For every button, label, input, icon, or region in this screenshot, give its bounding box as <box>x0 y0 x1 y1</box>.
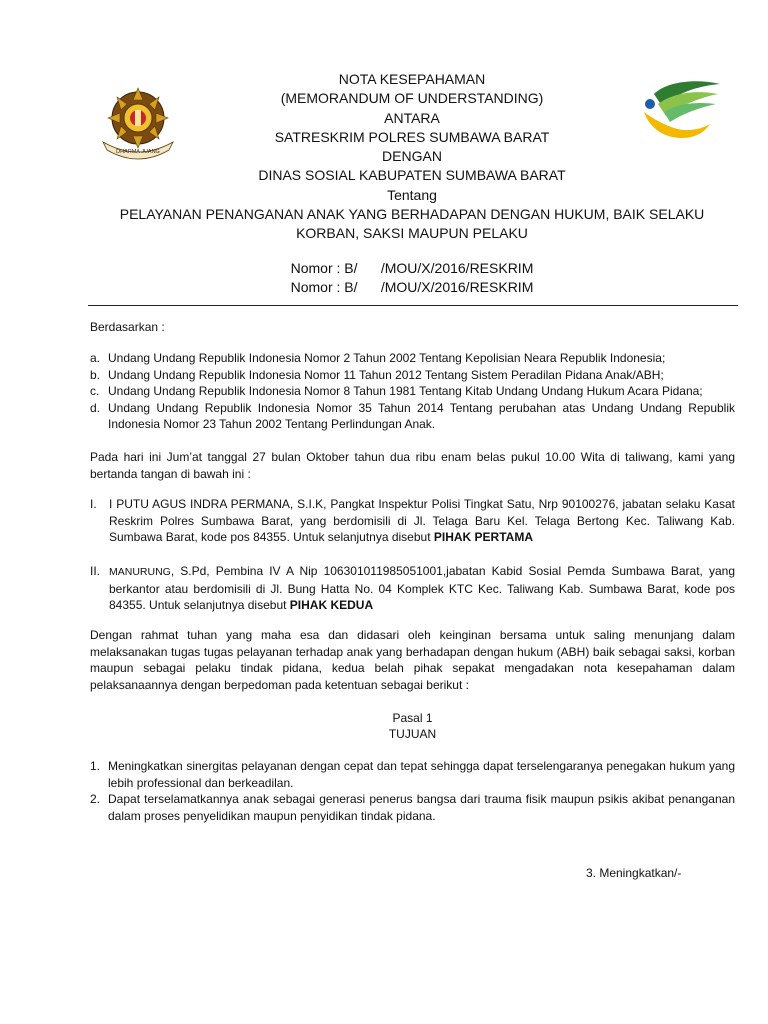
list-item <box>90 400 735 433</box>
title-line: NOTA KESEPAHAMAN <box>338 71 486 87</box>
continuation-note: 3. Meningkatkan/- <box>586 866 682 880</box>
list-marker: c. <box>90 384 100 398</box>
list-item <box>90 350 735 367</box>
document-number: Nomor : B/ /MOU/X/2016/RESKRIM <box>290 260 534 276</box>
title-line: DENGAN <box>382 148 442 165</box>
agreement-paragraph: Dengan rahmat tuhan yang maha esa dan didasari oleh keinginan bersama untuk saling menunjang dalam melaksanakan tugas tugas pelayanan terhadap anak yang berhadapan dengan hukum (ABH) baik sebagai saksi, korban maupun sebagai pelaku tindak pidana, kedua belah pihak sepakat mengadakan nota kesepahaman dalam pelaksanaannya dengan berpedoman pada ketentuan sebagai berikut : <box>90 628 735 692</box>
list-marker: d. <box>90 400 101 415</box>
list-marker: a. <box>90 351 101 365</box>
party-item <box>90 563 735 614</box>
title-line: Tentang <box>387 186 437 203</box>
party-description: I PUTU AGUS INDRA PERMANA, S.I.K, Pangkat Inspektur Polisi Tingkat Satu, Nrp 90100276, jabatan selaku Kasat Reskrim Polres Sumbawa Barat, yang berdomisili di Jl. Telaga Baru Kel. Telaga Bertong Kec. Taliwang Kab. Sumbawa Barat, kode pos 84355. Untuk selanjutnya disebut <box>109 497 735 544</box>
party-marker: II. <box>90 564 101 578</box>
first-party-name: SATRESKRIM POLRES SUMBAWA BARAT <box>274 128 550 145</box>
list-text: Undang Undang Republik Indonesia Nomor 11 Tahun 2012 Tentang Sistem Peradilan Pidana Anak/ABH; <box>108 367 664 382</box>
document-title-block <box>100 70 724 244</box>
list-text: Undang Undang Republik Indonesia Nomor 8 Tahun 1981 Tentang Kitab Undang Undang Hukum Acara Pidana; <box>108 384 703 398</box>
opening-paragraph: Pada hari ini Jum’at tanggal 27 bulan Oktober tahun dua ribu enam belas pukul 10.00 Wita di taliwang, kami yang bertanda tangan di bawah ini : <box>90 450 735 481</box>
title-line: ANTARA <box>384 109 440 126</box>
title-line: (MEMORANDUM OF UNDERSTANDING) <box>280 90 544 107</box>
article-list <box>90 758 735 824</box>
article-title: TUJUAN <box>388 727 437 741</box>
berdasarkan-intro: Berdasarkan : <box>90 320 165 334</box>
party-entry <box>90 496 735 546</box>
header-divider <box>88 305 738 306</box>
subject-line: KORBAN, SAKSI MAUPUN PELAKU <box>296 225 528 242</box>
list-text: Dapat terselamatkannya anak sebagai generasi penerus bangsa dari trauma fisik maupun psikis akibat penanganan dalam proses penyelidikan maupun penyidikan tindak pidana. <box>108 792 735 823</box>
party-label: PIHAK PERTAMA <box>433 530 533 544</box>
party-label: PIHAK KEDUA <box>289 598 374 612</box>
second-party-name: DINAS SOSIAL KABUPATEN SUMBAWA BARAT <box>258 167 566 184</box>
list-marker: 2. <box>90 792 101 806</box>
list-marker: b. <box>90 367 101 382</box>
emblem-motto: DHARMA JUANG <box>116 149 160 155</box>
list-marker: 1. <box>90 759 101 773</box>
party-marker: I. <box>90 497 97 511</box>
list-text: Undang Undang Republik Indonesia Nomor 2 Tahun 2002 Tentang Kepolisian Neara Republik Indonesia; <box>108 351 666 365</box>
document-number-block <box>0 259 768 297</box>
list-text: Undang Undang Republik Indonesia Nomor 35 Tahun 2014 Tentang perubahan atas Undang Undang Republik Indonesia Nomor 23 Tahun 2002 Tentang Perlindungan Anak. <box>108 400 735 431</box>
article-number: Pasal 1 <box>392 711 433 725</box>
list-item <box>90 758 735 791</box>
party-entry <box>90 563 735 614</box>
list-item <box>90 367 735 384</box>
list-item <box>90 383 735 400</box>
party-description: , S.Pd, Pembina IV A Nip 106301011985051001,jabatan Kabid Sosial Pemda Sumbawa Barat, yang berkantor atau berdomisili di Jl. Bung Hatta No. 04 Komplek KTC Kec. Taliwang Kab. Sumbawa Barat, kode pos 84355. Untuk selanjutnya disebut <box>109 564 735 612</box>
party-item <box>90 496 735 546</box>
list-item <box>90 791 735 824</box>
subject-line: PELAYANAN PENANGANAN ANAK YANG BERHADAPAN DENGAN HUKUM, BAIK SELAKU <box>119 206 705 223</box>
party-name: MANURUNG <box>109 566 171 578</box>
document-number: Nomor : B/ /MOU/X/2016/RESKRIM <box>290 279 534 295</box>
list-text: Meningkatkan sinergitas pelayanan dengan cepat dan tepat sehingga dapat terselengaranya penegakan hukum yang lebih professional dan berkeadilan. <box>108 759 735 790</box>
legal-basis-list <box>90 350 735 433</box>
